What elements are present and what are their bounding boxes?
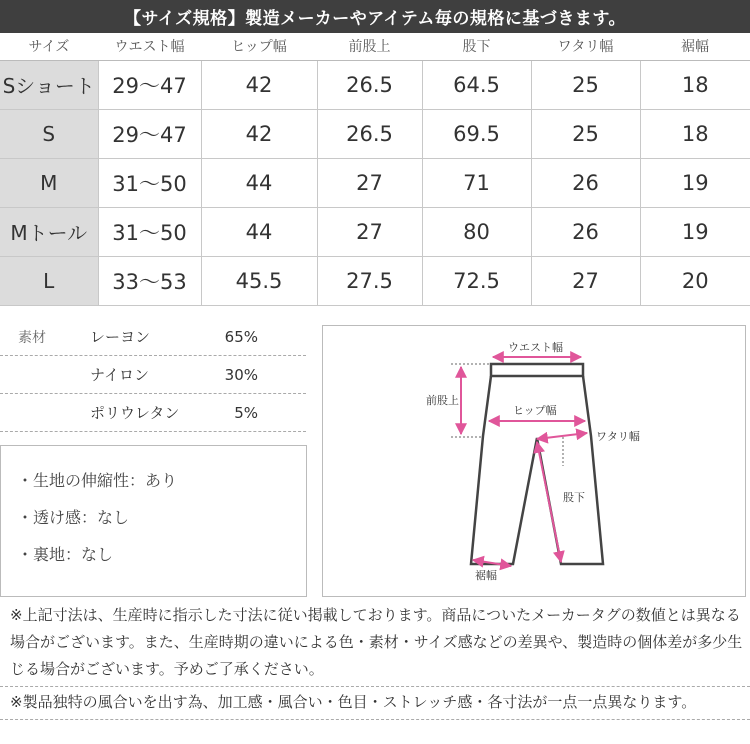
header-size: サイズ bbox=[0, 33, 98, 60]
table-cell: 25 bbox=[531, 60, 640, 109]
material-percent: 65% bbox=[224, 327, 258, 346]
table-row bbox=[0, 109, 750, 158]
feature-stretch: ・生地の伸縮性：あり bbox=[17, 471, 178, 490]
table-cell: 33〜53 bbox=[98, 256, 201, 305]
table-cell: 27 bbox=[531, 256, 640, 305]
table-cell: 42 bbox=[201, 60, 317, 109]
pants-diagram-svg bbox=[323, 326, 745, 596]
size-label: L bbox=[0, 256, 98, 305]
material-name: ナイロン bbox=[90, 366, 149, 384]
header-hem: 裾幅 bbox=[640, 33, 750, 60]
fabric-features bbox=[0, 445, 307, 597]
table-cell: 72.5 bbox=[422, 256, 531, 305]
table-cell: 18 bbox=[640, 60, 750, 109]
label-waist: ウエスト幅 bbox=[508, 341, 563, 354]
header-inseam: 股下 bbox=[422, 33, 531, 60]
material-row bbox=[0, 394, 306, 432]
table-cell: 26.5 bbox=[317, 109, 422, 158]
size-spec-banner: 【サイズ規格】製造メーカーやアイテム毎の規格に基づきます。 bbox=[0, 0, 750, 33]
size-table-header bbox=[0, 33, 750, 60]
material-name: ポリウレタン bbox=[90, 404, 180, 422]
table-cell: 27 bbox=[317, 207, 422, 256]
size-label: Mトール bbox=[0, 207, 98, 256]
table-cell: 69.5 bbox=[422, 109, 531, 158]
material-percent: 30% bbox=[224, 365, 258, 384]
note-product-variation: ※製品独特の風合いを出す為、加工感・風合い・色目・ストレッチ感・各寸法が一点一点異なります。 bbox=[0, 687, 750, 720]
waistband-shape bbox=[491, 364, 583, 376]
label-rise: 前股上 bbox=[426, 394, 459, 407]
table-cell: 25 bbox=[531, 109, 640, 158]
table-cell: 29〜47 bbox=[98, 109, 201, 158]
table-row bbox=[0, 256, 750, 305]
label-inseam: 股下 bbox=[563, 491, 585, 504]
header-thigh: ワタリ幅 bbox=[531, 33, 640, 60]
table-cell: 29〜47 bbox=[98, 60, 201, 109]
table-cell: 20 bbox=[640, 256, 750, 305]
table-cell: 64.5 bbox=[422, 60, 531, 109]
material-name: レーヨン bbox=[90, 328, 151, 346]
table-cell: 27.5 bbox=[317, 256, 422, 305]
table-cell: 27 bbox=[317, 158, 422, 207]
table-cell: 31〜50 bbox=[98, 207, 201, 256]
material-label: 素材 bbox=[18, 329, 46, 346]
table-cell: 26 bbox=[531, 158, 640, 207]
pants-outline bbox=[471, 364, 603, 564]
table-row bbox=[0, 158, 750, 207]
table-row bbox=[0, 207, 750, 256]
inseam-arrow bbox=[537, 442, 561, 562]
measurement-diagram bbox=[322, 325, 746, 597]
material-row bbox=[0, 318, 306, 356]
material-section bbox=[0, 318, 306, 432]
table-cell: 42 bbox=[201, 109, 317, 158]
size-label: M bbox=[0, 158, 98, 207]
table-cell: 71 bbox=[422, 158, 531, 207]
feature-sheerness: ・透け感：なし bbox=[17, 508, 130, 527]
header-waist: ウエスト幅 bbox=[98, 33, 201, 60]
thigh-arrow bbox=[537, 433, 587, 439]
header-rise: 前股上 bbox=[317, 33, 422, 60]
table-cell: 44 bbox=[201, 207, 317, 256]
table-cell: 19 bbox=[640, 207, 750, 256]
material-percent: 5% bbox=[234, 403, 258, 422]
table-cell: 45.5 bbox=[201, 256, 317, 305]
table-cell: 26 bbox=[531, 207, 640, 256]
notes-section bbox=[0, 600, 750, 720]
table-cell: 80 bbox=[422, 207, 531, 256]
material-row bbox=[0, 356, 306, 394]
size-table bbox=[0, 33, 750, 306]
label-hem: 裾幅 bbox=[475, 569, 497, 582]
size-label: Sショート bbox=[0, 60, 98, 109]
label-hip: ヒップ幅 bbox=[513, 404, 557, 417]
table-cell: 44 bbox=[201, 158, 317, 207]
note-measurements: ※上記寸法は、生産時に指示した寸法に従い掲載しております。商品についたメーカータグの数値とは異なる場合がございます。また、生産時期の違いによる色・素材・サイズ感などの差異や、製造時の個体差が多少生じる場合がございます。予めご了承ください。 bbox=[0, 600, 750, 687]
table-row bbox=[0, 60, 750, 109]
table-cell: 18 bbox=[640, 109, 750, 158]
size-label: S bbox=[0, 109, 98, 158]
table-cell: 19 bbox=[640, 158, 750, 207]
table-cell: 26.5 bbox=[317, 60, 422, 109]
feature-lining: ・裏地：なし bbox=[17, 545, 114, 564]
label-thigh: ワタリ幅 bbox=[596, 430, 640, 443]
table-cell: 31〜50 bbox=[98, 158, 201, 207]
header-hip: ヒップ幅 bbox=[201, 33, 317, 60]
